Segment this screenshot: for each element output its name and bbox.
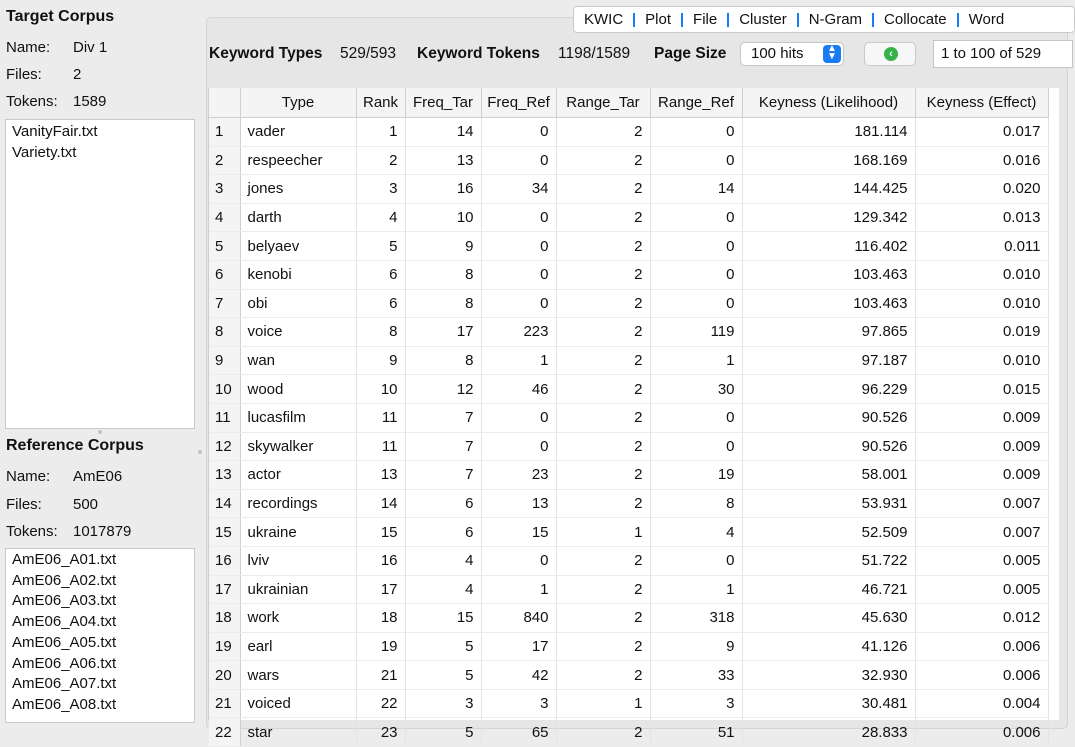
table-cell: 45.630: [742, 604, 915, 633]
table-cell: 0.005: [915, 575, 1048, 604]
table-row[interactable]: [209, 632, 1048, 661]
page-size-select[interactable]: [740, 42, 844, 66]
table-cell: 2: [356, 146, 405, 175]
table-cell: 3: [650, 689, 742, 718]
table-cell: 0.011: [915, 232, 1048, 261]
table-cell: 2: [556, 318, 650, 347]
table-cell: 97.865: [742, 318, 915, 347]
table-cell: 4: [650, 518, 742, 547]
table-row[interactable]: [209, 146, 1048, 175]
table-row[interactable]: [209, 260, 1048, 289]
table-cell: 9: [356, 346, 405, 375]
reference-name-label: Name:: [6, 468, 51, 485]
arrow-circle-left-icon: ‹: [884, 47, 898, 61]
table-row[interactable]: [209, 432, 1048, 461]
table-cell: ukrainian: [240, 575, 356, 604]
tab-file[interactable]: File: [693, 11, 718, 28]
file-list-item[interactable]: AmE06_A04.txt: [12, 613, 117, 631]
reference-files-label: Files:: [6, 496, 42, 513]
table-cell: 1: [556, 518, 650, 547]
keyword-tokens-value: 1198/1589: [558, 45, 631, 62]
table-cell: 18: [209, 604, 240, 633]
table-cell: 0.007: [915, 489, 1048, 518]
table-cell: 0: [481, 289, 556, 318]
table-cell: 96.229: [742, 375, 915, 404]
table-cell: 8: [209, 318, 240, 347]
table-row[interactable]: [209, 375, 1048, 404]
table-cell: 2: [556, 175, 650, 204]
reference-corpus-title: Reference Corpus: [6, 437, 144, 454]
table-cell: 6: [356, 260, 405, 289]
table-cell: 16: [405, 175, 481, 204]
table-cell: 6: [405, 489, 481, 518]
column-header[interactable]: Range_Ref: [650, 88, 742, 118]
target-files-row: [6, 66, 81, 83]
table-cell: 1: [356, 118, 405, 147]
table-row[interactable]: [209, 718, 1048, 747]
tab-collocate[interactable]: Collocate: [884, 11, 947, 28]
table-cell: 51: [650, 718, 742, 747]
table-cell: 103.463: [742, 260, 915, 289]
table-cell: 0.006: [915, 661, 1048, 690]
table-cell: 0: [481, 146, 556, 175]
table-row[interactable]: [209, 346, 1048, 375]
table-cell: 8: [650, 489, 742, 518]
table-cell: jones: [240, 175, 356, 204]
table-cell: 0.019: [915, 318, 1048, 347]
table-cell: 14: [405, 118, 481, 147]
table-cell: 4: [209, 203, 240, 232]
table-cell: 144.425: [742, 175, 915, 204]
table-cell: ukraine: [240, 518, 356, 547]
table-cell: 14: [356, 489, 405, 518]
reference-file-list[interactable]: [5, 548, 195, 723]
table-cell: 19: [356, 632, 405, 661]
table-cell: 0.012: [915, 604, 1048, 633]
table-cell: 6: [356, 289, 405, 318]
table-cell: 318: [650, 604, 742, 633]
table-cell: 13: [209, 461, 240, 490]
table-row[interactable]: [209, 203, 1048, 232]
table-cell: 2: [556, 260, 650, 289]
corpus-panel: [0, 0, 202, 720]
table-row[interactable]: [209, 489, 1048, 518]
table-cell: 0: [650, 203, 742, 232]
table-row[interactable]: [209, 546, 1048, 575]
table-cell: 3: [209, 175, 240, 204]
column-header[interactable]: Rank: [356, 88, 405, 118]
table-cell: vader: [240, 118, 356, 147]
tab-ngram[interactable]: N-Gram: [808, 11, 863, 28]
table-cell: 6: [405, 518, 481, 547]
file-list-item[interactable]: AmE06_A06.txt: [12, 654, 117, 672]
table-cell: 5: [405, 718, 481, 747]
table-cell: 4: [405, 575, 481, 604]
table-cell: 1: [481, 575, 556, 604]
table-cell: 15: [405, 604, 481, 633]
table-cell: 3: [405, 689, 481, 718]
table-cell: 22: [356, 689, 405, 718]
table-cell: 0.010: [915, 289, 1048, 318]
target-files-label: Files:: [6, 66, 42, 83]
table-cell: 2: [556, 546, 650, 575]
table-cell: 2: [556, 632, 650, 661]
table-row[interactable]: [209, 289, 1048, 318]
table-cell: 5: [405, 661, 481, 690]
table-cell: 0.005: [915, 546, 1048, 575]
table-cell: 9: [405, 232, 481, 261]
table-cell: 34: [481, 175, 556, 204]
target-name-value: Div 1: [73, 39, 108, 56]
table-cell: wan: [240, 346, 356, 375]
table-cell: 4: [356, 203, 405, 232]
table-cell: 11: [356, 432, 405, 461]
table-cell: 5: [405, 632, 481, 661]
column-header[interactable]: Type: [240, 88, 356, 118]
target-tokens-value: 1589: [73, 93, 107, 110]
table-cell: 0: [481, 546, 556, 575]
table-cell: respeecher: [240, 146, 356, 175]
table-cell: 90.526: [742, 403, 915, 432]
table-cell: 5: [209, 232, 240, 261]
table-cell: 17: [405, 318, 481, 347]
table-cell: 0: [650, 146, 742, 175]
table-cell: 14: [650, 175, 742, 204]
table-row[interactable]: [209, 518, 1048, 547]
column-header[interactable]: Range_Tar: [556, 88, 650, 118]
table-cell: 2: [556, 575, 650, 604]
table-cell: 12: [209, 432, 240, 461]
reference-tokens-value: 1017879: [73, 523, 132, 540]
column-header[interactable]: Freq_Tar: [405, 88, 481, 118]
page-info-field: 1 to 100 of 529: [933, 40, 1073, 68]
table-cell: 30: [650, 375, 742, 404]
table-cell: 22: [209, 718, 240, 747]
splitter-handle-vertical[interactable]: [198, 450, 202, 454]
table-cell: 0.006: [915, 632, 1048, 661]
file-list-item[interactable]: AmE06_A02.txt: [12, 571, 117, 589]
reference-name-row: [6, 468, 122, 485]
table-cell: 7: [405, 461, 481, 490]
target-files-value: 2: [73, 66, 82, 83]
table-cell: 9: [650, 632, 742, 661]
table-cell: 5: [356, 232, 405, 261]
table-row[interactable]: [209, 318, 1048, 347]
table-cell: 0: [481, 432, 556, 461]
keyword-tokens-label: Keyword Tokens: [417, 45, 540, 62]
table-cell: 11: [356, 403, 405, 432]
table-cell: 15: [356, 518, 405, 547]
table-cell: 168.169: [742, 146, 915, 175]
table-cell: belyaev: [240, 232, 356, 261]
table-cell: 11: [209, 403, 240, 432]
table-cell: 16: [209, 546, 240, 575]
table-cell: 0.009: [915, 461, 1048, 490]
file-list-item[interactable]: AmE06_A03.txt: [12, 592, 117, 610]
table-cell: 3: [356, 175, 405, 204]
table-cell: 0.009: [915, 432, 1048, 461]
table-cell: 13: [481, 489, 556, 518]
tab-word[interactable]: Word: [968, 11, 1005, 28]
table-cell: 10: [209, 375, 240, 404]
table-row[interactable]: [209, 175, 1048, 204]
table-cell: 0: [650, 432, 742, 461]
file-list-item[interactable]: VanityFair.txt: [12, 123, 98, 140]
table-cell: 119: [650, 318, 742, 347]
table-cell: 2: [556, 203, 650, 232]
table-cell: 2: [556, 718, 650, 747]
table-cell: 2: [556, 604, 650, 633]
go-button[interactable]: [864, 42, 916, 66]
table-cell: 0.017: [915, 118, 1048, 147]
tab-cluster[interactable]: Cluster: [739, 11, 787, 28]
target-name-row: [6, 39, 107, 56]
table-cell: 2: [556, 346, 650, 375]
reference-files-row: [6, 496, 98, 513]
file-list-item[interactable]: AmE06_A01.txt: [12, 551, 117, 568]
table-cell: 0.006: [915, 718, 1048, 747]
file-list-item[interactable]: AmE06_A05.txt: [12, 633, 117, 651]
file-list-item[interactable]: AmE06_A08.txt: [12, 695, 117, 713]
table-cell: 23: [356, 718, 405, 747]
table-cell: 0: [650, 260, 742, 289]
table-cell: 13: [356, 461, 405, 490]
table-cell: 2: [556, 232, 650, 261]
column-header[interactable]: Keyness (Likelihood): [742, 88, 915, 118]
table-cell: lucasfilm: [240, 403, 356, 432]
table-cell: 23: [481, 461, 556, 490]
table-cell: 8: [405, 260, 481, 289]
table-cell: 51.722: [742, 546, 915, 575]
table-cell: actor: [240, 461, 356, 490]
table-cell: 1: [209, 118, 240, 147]
table-cell: 0: [481, 403, 556, 432]
keyword-table: [208, 88, 1059, 741]
table-cell: 1: [650, 575, 742, 604]
table-cell: 14: [209, 489, 240, 518]
tab-kwic[interactable]: KWIC: [584, 11, 624, 28]
table-cell: 0.020: [915, 175, 1048, 204]
column-header[interactable]: Freq_Ref: [481, 88, 556, 118]
table-cell: 1: [481, 346, 556, 375]
column-header[interactable]: Keyness (Effect): [915, 88, 1048, 118]
splitter-handle[interactable]: [98, 430, 102, 434]
table-cell: 18: [356, 604, 405, 633]
table-cell: 15: [209, 518, 240, 547]
table-cell: 0.007: [915, 518, 1048, 547]
table-cell: 17: [481, 632, 556, 661]
table-cell: 13: [405, 146, 481, 175]
table-cell: 181.114: [742, 118, 915, 147]
table-cell: 19: [650, 461, 742, 490]
table-cell: 2: [556, 461, 650, 490]
table-cell: 0.015: [915, 375, 1048, 404]
table-row[interactable]: [209, 461, 1048, 490]
table-cell: recordings: [240, 489, 356, 518]
table-cell: 90.526: [742, 432, 915, 461]
table-cell: 0: [650, 289, 742, 318]
table-cell: obi: [240, 289, 356, 318]
table-cell: darth: [240, 203, 356, 232]
table-cell: 116.402: [742, 232, 915, 261]
table-cell: 0.009: [915, 403, 1048, 432]
table-cell: 2: [556, 375, 650, 404]
table-cell: 21: [209, 689, 240, 718]
table-cell: 8: [405, 289, 481, 318]
table-row[interactable]: [209, 575, 1048, 604]
table-row[interactable]: [209, 403, 1048, 432]
target-corpus-title: Target Corpus: [6, 8, 115, 25]
table-cell: 0: [481, 260, 556, 289]
table-cell: 16: [356, 546, 405, 575]
table-cell: 0: [481, 232, 556, 261]
table-cell: 0.013: [915, 203, 1048, 232]
table-cell: 2: [556, 489, 650, 518]
table-cell: 2: [556, 403, 650, 432]
table-cell: 7: [405, 403, 481, 432]
table-cell: star: [240, 718, 356, 747]
table-cell: 17: [209, 575, 240, 604]
table-cell: kenobi: [240, 260, 356, 289]
table-cell: 12: [405, 375, 481, 404]
table-cell: 8: [405, 346, 481, 375]
table-cell: 2: [556, 432, 650, 461]
table-cell: 0.010: [915, 260, 1048, 289]
table-cell: lviv: [240, 546, 356, 575]
table-cell: 21: [356, 661, 405, 690]
table-cell: wood: [240, 375, 356, 404]
table-cell: 3: [481, 689, 556, 718]
reference-tokens-label: Tokens:: [6, 523, 58, 540]
target-tokens-row: [6, 93, 106, 110]
table-cell: 2: [556, 118, 650, 147]
table-cell: 20: [209, 661, 240, 690]
target-file-list[interactable]: [5, 119, 195, 429]
table-cell: 0: [481, 118, 556, 147]
table-cell: 1: [650, 346, 742, 375]
table-cell: 0.016: [915, 146, 1048, 175]
table-cell: 65: [481, 718, 556, 747]
table-cell: 0: [481, 203, 556, 232]
table-cell: 0: [650, 546, 742, 575]
table-cell: 4: [405, 546, 481, 575]
column-header[interactable]: [209, 88, 240, 118]
table-cell: work: [240, 604, 356, 633]
table-row[interactable]: [209, 232, 1048, 261]
tool-tabs: [573, 6, 1075, 33]
table-cell: 6: [209, 260, 240, 289]
chevron-updown-icon: ▲ ▼: [823, 45, 841, 63]
table-cell: 103.463: [742, 289, 915, 318]
table-cell: 46.721: [742, 575, 915, 604]
table-cell: voice: [240, 318, 356, 347]
page-size-value: 100 hits: [751, 45, 804, 62]
file-list-item[interactable]: AmE06_A07.txt: [12, 675, 117, 693]
table-cell: 8: [356, 318, 405, 347]
target-name-label: Name:: [6, 39, 51, 56]
table-cell: 840: [481, 604, 556, 633]
table-cell: voiced: [240, 689, 356, 718]
table-cell: 10: [356, 375, 405, 404]
table-cell: 7: [405, 432, 481, 461]
table-row[interactable]: [209, 604, 1048, 633]
keyword-types-value: 529/593: [340, 45, 397, 62]
table-cell: 0: [650, 232, 742, 261]
table-cell: 15: [481, 518, 556, 547]
table-cell: 19: [209, 632, 240, 661]
table-cell: 0.004: [915, 689, 1048, 718]
table-cell: 2: [556, 146, 650, 175]
table-cell: 32.930: [742, 661, 915, 690]
reference-tokens-row: [6, 523, 131, 540]
file-list-item[interactable]: Variety.txt: [12, 143, 77, 161]
page-size-label: Page Size: [654, 45, 727, 62]
reference-name-value: AmE06: [73, 468, 123, 485]
target-tokens-label: Tokens:: [6, 93, 58, 110]
table-row[interactable]: [209, 661, 1048, 690]
reference-files-value: 500: [73, 496, 99, 513]
table-cell: 0: [650, 403, 742, 432]
tab-plot[interactable]: Plot: [645, 11, 672, 28]
keyword-types-label: Keyword Types: [209, 45, 323, 62]
table-row[interactable]: [209, 118, 1048, 147]
table-cell: 129.342: [742, 203, 915, 232]
table-cell: 0.010: [915, 346, 1048, 375]
table-cell: 52.509: [742, 518, 915, 547]
table-cell: 9: [209, 346, 240, 375]
table-cell: 0: [650, 118, 742, 147]
table-cell: 41.126: [742, 632, 915, 661]
table-cell: 33: [650, 661, 742, 690]
table-cell: 97.187: [742, 346, 915, 375]
table-cell: 17: [356, 575, 405, 604]
table-cell: 7: [209, 289, 240, 318]
table-row[interactable]: [209, 689, 1048, 718]
table-cell: 58.001: [742, 461, 915, 490]
table-cell: 1: [556, 689, 650, 718]
table-cell: 28.833: [742, 718, 915, 747]
table-cell: 2: [556, 661, 650, 690]
table-cell: skywalker: [240, 432, 356, 461]
table-cell: earl: [240, 632, 356, 661]
table-cell: 10: [405, 203, 481, 232]
table-cell: 46: [481, 375, 556, 404]
table-cell: 2: [209, 146, 240, 175]
table-cell: 53.931: [742, 489, 915, 518]
table-cell: 223: [481, 318, 556, 347]
table-cell: 2: [556, 289, 650, 318]
table-cell: 30.481: [742, 689, 915, 718]
table-cell: wars: [240, 661, 356, 690]
table-cell: 42: [481, 661, 556, 690]
